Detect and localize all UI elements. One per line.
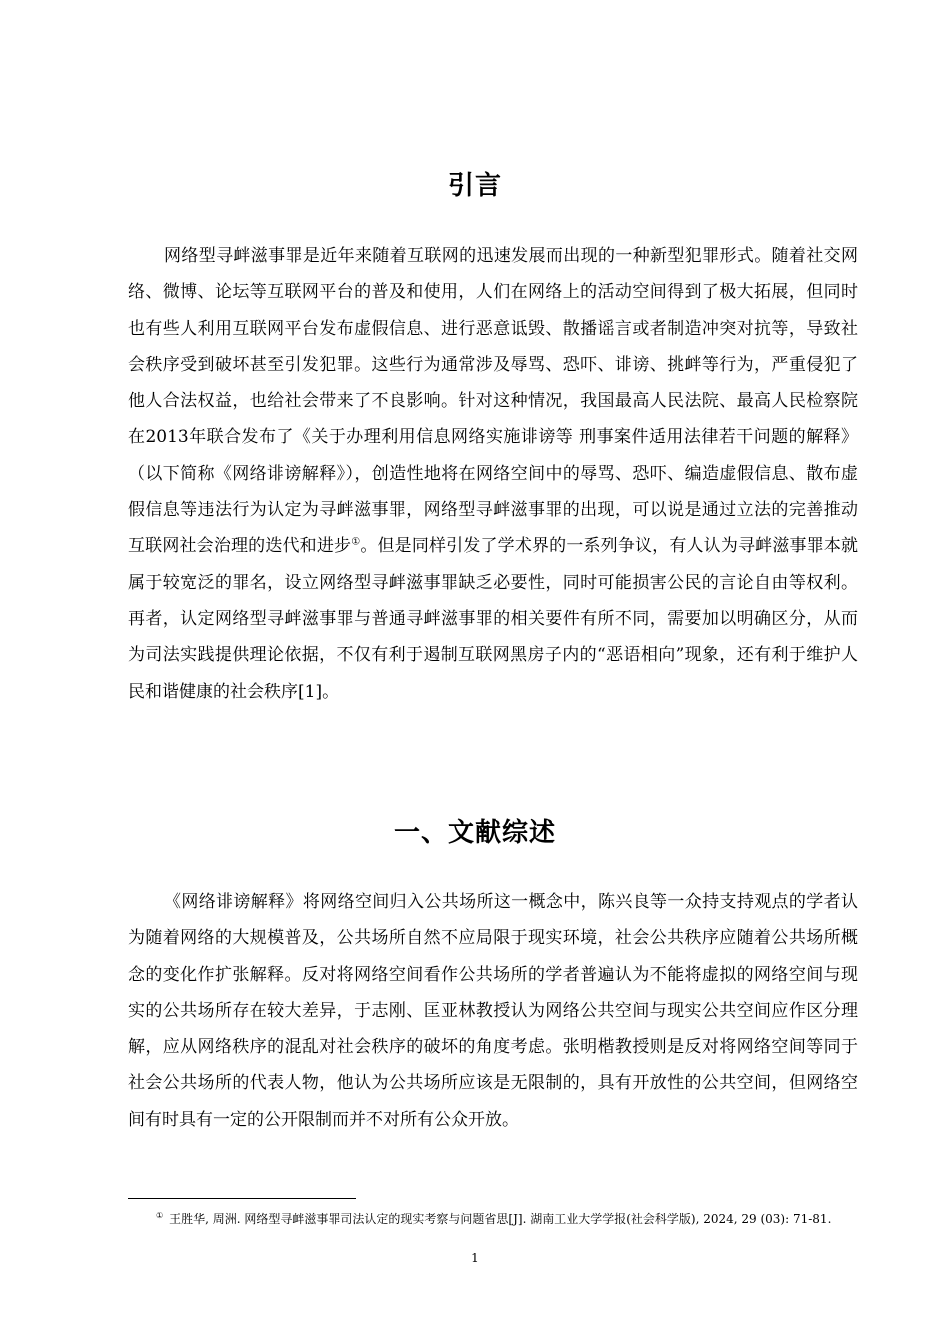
paragraph-literature-review: 《网络诽谤解释》将网络空间归入公共场所这一概念中，陈兴良等一众持支持观点的学者认为随着网络的大规模普及，公共场所自然不应局限于现实环境，社会公共秩序应随着公共场所概念的变化作扩张解释。反对将网络空间看作公共场所的学者普遍认为不能将虚拟的网络空间与现实的公共场所存在较大差异，于志刚、匡亚林教授认为网络公共空间与现实公共空间应作区分理解，应从网络秩序的混乱对社会秩序的破坏的角度考虑。张明楷教授则是反对将网络空间等同于社会公共场所的代表人物，他认为公共场所应该是无限制的，具有开放性的公共空间，但网络空间有时具有一定的公开限制而并不对所有公众开放。 [128,892,858,1130]
heading-introduction: 引言 [447,171,502,201]
footnote-reference[interactable]: ① [351,536,361,548]
footnote-marker: ① [156,1211,164,1220]
page-number: 1 [471,1251,479,1265]
footnote-separator [128,1198,356,1199]
intro-text-part2: 。但是同样引发了学术界的一系列争议，有人认为寻衅滋事罪本就属于较宽泛的罪名，设立网络型寻衅滋事罪缺乏必要性，同时可能损害公民的言论自由等权利。再者，认定网络型寻衅滋事罪与普通寻衅滋事罪的相关要件有所不同，需要加以明确区分，从而为司法实践提供理论依据，不仅有利于遏制互联网黑房子内的“恶语相向”现象，还有利于维护人民和谐健康的社会秩序[1]。 [128,536,859,702]
heading-literature-review: 一、文献综述 [393,818,556,848]
paragraph-introduction [128,238,858,710]
intro-text-part1: 网络型寻衅滋事罪是近年来随着互联网的迅速发展而出现的一种新型犯罪形式。随着社交网络、微博、论坛等互联网平台的普及和使用，人们在网络上的活动空间得到了极大拓展，但同时也有些人利用互联网平台发布虚假信息、进行恶意诋毁、散播谣言或者制造冲突对抗等，导致社会秩序受到破坏甚至引发犯罪。这些行为通常涉及辱骂、恐吓、诽谤、挑衅等行为，严重侵犯了他人合法权益，也给社会带来了不良影响。针对这种情况，我国最高人民法院、最高人民检察院在2013年联合发布了《关于办理利用信息网络实施诽谤等 刑事案件适用法律若干问题的解释》（以下简称《网络诽谤解释》），创造性地将在网络空间中的辱骂、恐吓、编造虚假信息、散布虚假信息等违法行为认定为寻衅滋事罪，网络型寻衅滋事罪的出现，可以说是通过立法的完善推动互联网社会治理的迭代和进步 [128,246,858,557]
footnote [128,1206,846,1232]
footnote-text: 王胜华, 周洲. 网络型寻衅滋事罪司法认定的现实考察与问题省思[J]. 湖南工业大学学报(社会科学版), 2024, 29 (03): 71-81. [169,1212,832,1226]
